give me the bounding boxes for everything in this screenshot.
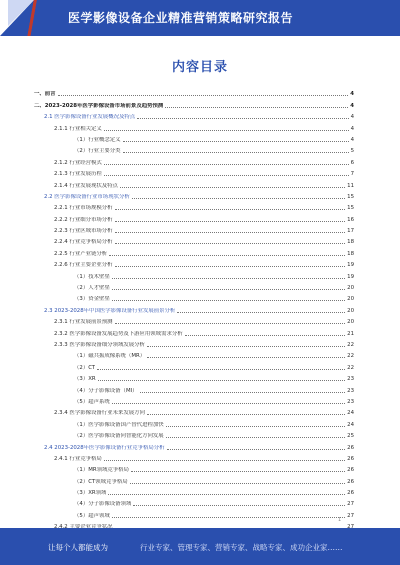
toc-entry[interactable]	[34, 268, 354, 279]
toc-entry-title: （5）超声系统	[74, 398, 110, 405]
toc-leader-dots	[130, 483, 346, 484]
toc-leader-dots	[185, 335, 346, 336]
toc-entry-page: 7	[350, 171, 354, 178]
toc-leader-dots	[104, 175, 349, 176]
toc-entry-page: 15	[347, 193, 354, 200]
toc-entry-page: 20	[347, 307, 354, 314]
toc-entry-title: （2）行业主要分类	[74, 148, 121, 155]
toc-entry-title: （2）CT领域竞争格局	[74, 478, 128, 485]
toc-entry-title: 2.2.4 行业竞争格局分析	[54, 239, 113, 246]
toc-leader-dots	[98, 380, 345, 381]
toc-entry[interactable]	[34, 507, 354, 518]
toc-entry-page: 16	[347, 216, 354, 223]
toc-leader-dots	[112, 289, 345, 290]
toc-leader-dots	[120, 187, 345, 188]
toc-leader-dots	[108, 494, 345, 495]
toc-entry-title: 2.3.2 医学影像设备发展趋势及下游应用领域需求分析	[54, 330, 183, 337]
toc-entry-title: （2）人才壁垒	[74, 285, 110, 292]
toc-entry-page: 23	[347, 376, 354, 383]
toc-entry-title: 2.2.5 行业产业链分析	[54, 250, 108, 257]
toc-entry-page: 4	[350, 136, 354, 143]
toc-entry-title: 2.2.6 行业主要企业分析	[54, 262, 113, 269]
toc-entry[interactable]	[34, 200, 354, 211]
toc-entry[interactable]	[34, 223, 354, 234]
toc-leader-dots	[166, 426, 345, 427]
toc-entry-page: 17	[347, 228, 354, 235]
toc-entry-title: 2.2.2 行业细分市场分析	[54, 216, 113, 223]
toc-leader-dots	[97, 369, 345, 370]
header-red-stripe	[18, 0, 40, 36]
toc-entry-title: 2.4.1 行业竞争格局	[54, 455, 102, 462]
toc-entry-page: 24	[347, 421, 354, 428]
toc-entry[interactable]	[34, 428, 354, 439]
toc-entry-page: 24	[347, 410, 354, 417]
toc-entry-page: 26	[347, 444, 354, 451]
toc-entry[interactable]	[34, 314, 354, 325]
toc-entry-page: 20	[347, 296, 354, 303]
toc-entry-title: 2.3 2023-2028年中国医学影像设备行业发展前景分析	[44, 307, 176, 314]
toc-entry[interactable]	[34, 211, 354, 222]
toc-entry-title: 2.1.2 行业经营模式	[54, 159, 102, 166]
toc-entry-title: 2.4 2023-2028年医学影像设备行业竞争格局分析	[44, 444, 165, 451]
toc-entry[interactable]	[34, 451, 354, 462]
toc-entry[interactable]	[34, 337, 354, 348]
toc-leader-dots	[115, 209, 346, 210]
toc-entry-title: （1）技术壁垒	[74, 273, 110, 280]
toc-entry-page: 22	[347, 341, 354, 348]
toc-entry-page: 27	[347, 501, 354, 508]
toc-entry[interactable]	[34, 291, 354, 302]
toc-entry-page: 15	[347, 205, 354, 212]
toc-leader-dots	[115, 232, 346, 233]
toc-leader-dots	[177, 312, 345, 313]
toc-leader-dots	[115, 266, 346, 267]
toc-entry-title: （3）XR领域	[74, 490, 107, 497]
toc-entry[interactable]	[34, 257, 354, 268]
toc-leader-dots	[123, 152, 349, 153]
toc-leader-dots	[140, 392, 346, 393]
toc-entry-title: （1）医学影像设备国产替代进程加快	[74, 421, 164, 428]
toc-entry-page: 26	[347, 490, 354, 497]
toc-leader-dots	[165, 107, 348, 108]
toc-entry[interactable]	[34, 394, 354, 405]
toc-leader-dots	[112, 278, 345, 279]
toc-entry[interactable]	[34, 462, 354, 473]
toc-entry-page: 4	[350, 102, 354, 109]
toc-entry[interactable]	[34, 485, 354, 496]
toc-entry-title: 2.2.1 行业市场规模分析	[54, 205, 113, 212]
toc-leader-dots	[104, 130, 349, 131]
toc-entry-page: 22	[347, 353, 354, 360]
toc-entry-page: 18	[347, 250, 354, 257]
toc-entry[interactable]	[34, 166, 354, 177]
toc-entry-title: （1）磁共振成像系统（MR）	[74, 353, 146, 360]
footer-tagline: 行业专家、管理专家、营销专家、战略专家、成功企业家……	[140, 543, 343, 552]
toc-entry[interactable]	[34, 234, 354, 245]
toc-entry[interactable]	[34, 109, 354, 120]
toc-entry-title: 2.1 医学影像设备行业发展概况及特点	[44, 114, 136, 121]
toc-heading: 内容目录	[171, 60, 228, 75]
toc-entry-title: （3）资金壁垒	[74, 296, 110, 303]
toc-leader-dots	[133, 505, 345, 506]
toc-entry[interactable]	[34, 86, 354, 97]
toc-entry[interactable]	[34, 382, 354, 393]
toc-entry-page: 4	[350, 125, 354, 132]
toc-entry[interactable]	[34, 439, 354, 450]
toc-entry-title: 2.2 医学影像设备行业市场现状分析	[44, 193, 130, 200]
toc-leader-dots	[58, 95, 349, 96]
toc-leader-dots	[115, 221, 346, 222]
toc-leader-dots	[112, 517, 345, 518]
toc-leader-dots	[137, 118, 348, 119]
toc-entry-page: 22	[347, 364, 354, 371]
toc-entry-title: 2.3.4 医学影像设备行业未来发展方向	[54, 410, 145, 417]
report-title: 医学影像设备企业精准营销策略研究报告	[68, 11, 294, 25]
toc-entry[interactable]	[34, 143, 354, 154]
toc-entry-title: （2）医学影像设备向智能化方向发展	[74, 433, 164, 440]
toc-entry-page: 6	[350, 159, 354, 166]
toc-entry-page: 21	[347, 330, 354, 337]
toc-leader-dots	[115, 243, 346, 244]
toc-entry-title: 2.1.3 行业发展历程	[54, 171, 102, 178]
toc-leader-dots	[109, 255, 345, 256]
toc-entry[interactable]	[34, 132, 354, 143]
toc-entry-title: 2.3.3 医学影像设备细分领域发展分析	[54, 341, 145, 348]
toc-entry-title: 2.1.4 行业发展现状及特点	[54, 182, 118, 189]
toc-leader-dots	[166, 437, 345, 438]
toc-entry-page: 20	[347, 285, 354, 292]
toc-entry-title: 二、2023-2028年医学影像设备市场前景及趋势预测	[34, 102, 164, 109]
toc-entry-page: 20	[347, 319, 354, 326]
toc-entry-title: （2）CT	[74, 364, 96, 371]
toc-entry-page: 19	[347, 273, 354, 280]
toc-leader-dots	[167, 449, 346, 450]
toc-leader-dots	[115, 323, 346, 324]
toc-entry-page: 4	[350, 91, 354, 98]
footer-banner	[0, 528, 400, 565]
toc-entry[interactable]	[34, 189, 354, 200]
toc-entry-page: 27	[347, 512, 354, 519]
toc-leader-dots	[147, 346, 345, 347]
toc-leader-dots	[112, 300, 345, 301]
toc-entry-title: （1）行业概念定义	[74, 136, 121, 143]
toc-entry[interactable]	[34, 473, 354, 484]
toc-entry[interactable]	[34, 348, 354, 359]
toc-entry[interactable]	[34, 302, 354, 313]
toc-entry-title: （4）分子影像设备领域	[74, 501, 132, 508]
toc-leader-dots	[131, 471, 345, 472]
toc-entry[interactable]	[34, 416, 354, 427]
toc-entry-title: （1）MR领域竞争格局	[74, 467, 129, 474]
table-of-contents	[34, 86, 354, 542]
toc-entry-title: （3）XR	[74, 376, 96, 383]
page-number: 1	[338, 517, 342, 523]
toc-leader-dots	[112, 403, 345, 404]
toc-entry[interactable]	[34, 120, 354, 131]
toc-entry-page: 23	[347, 387, 354, 394]
toc-entry[interactable]	[34, 154, 354, 165]
toc-entry-title: 一、前言	[34, 91, 56, 98]
toc-leader-dots	[123, 141, 349, 142]
toc-entry[interactable]	[34, 97, 354, 108]
toc-entry-title: 2.1.1 行业相关定义	[54, 125, 102, 132]
toc-entry[interactable]	[34, 325, 354, 336]
toc-entry-page: 4	[350, 114, 354, 121]
toc-leader-dots	[104, 460, 345, 461]
toc-entry[interactable]	[34, 245, 354, 256]
toc-entry-page: 19	[347, 262, 354, 269]
toc-entry-title: （4）分子影像设备（MI）	[74, 387, 138, 394]
toc-entry[interactable]	[34, 359, 354, 370]
toc-entry[interactable]	[34, 496, 354, 507]
toc-leader-dots	[132, 198, 345, 199]
toc-entry[interactable]	[34, 177, 354, 188]
toc-entry-title: 2.2.3 行业区域市场分析	[54, 228, 113, 235]
toc-entry-page: 5	[350, 148, 354, 155]
toc-entry[interactable]	[34, 405, 354, 416]
header-banner	[0, 0, 400, 36]
toc-entry-page: 26	[347, 455, 354, 462]
toc-entry-page: 11	[347, 182, 354, 189]
toc-entry-title: （5）超声领域	[74, 512, 110, 519]
toc-entry-page: 26	[347, 467, 354, 474]
toc-entry[interactable]	[34, 280, 354, 291]
toc-entry-page: 23	[347, 398, 354, 405]
toc-leader-dots	[104, 164, 349, 165]
toc-entry-page: 26	[347, 478, 354, 485]
toc-leader-dots	[147, 414, 345, 415]
toc-entry-page: 18	[347, 239, 354, 246]
toc-entry-title: 2.3.1 行业发展前景预测	[54, 319, 113, 326]
footer-slogan: 让每个人都能成为	[48, 543, 108, 552]
toc-entry-page: 25	[347, 433, 354, 440]
toc-leader-dots	[147, 357, 345, 358]
toc-entry[interactable]	[34, 371, 354, 382]
